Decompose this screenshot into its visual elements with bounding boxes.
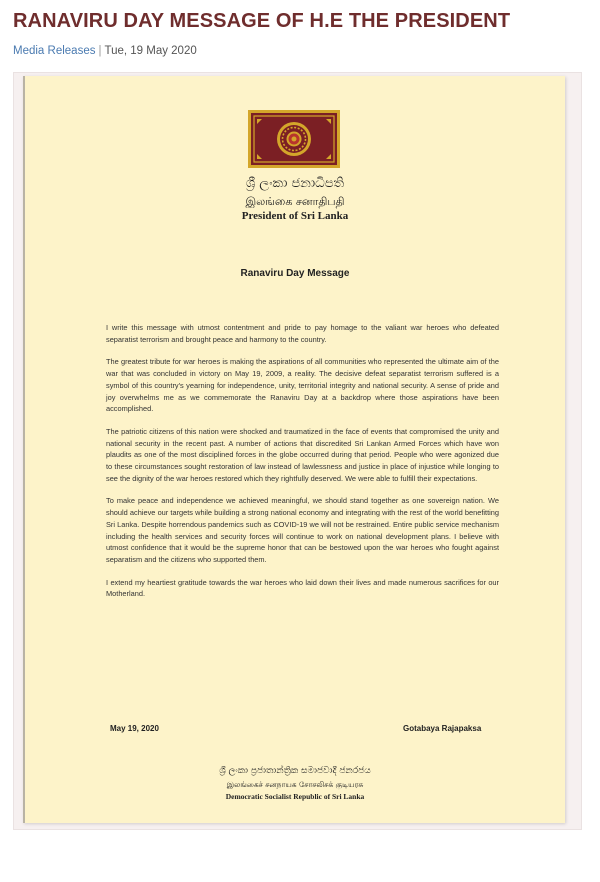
- letter-paper: [23, 76, 565, 823]
- office-name-english: President of Sri Lanka: [241, 210, 349, 222]
- letter-date: May 19, 2020: [110, 724, 159, 733]
- message-paragraph: I extend my heartiest gratitude towards the war heroes who laid down their lives and made numerous sacrifices for our Motherland.: [106, 577, 499, 599]
- message-paragraph: I write this message with utmost contentment and pride to pay homage to the valiant war heroes who defeated separatist terrorism and brought peace and harmony to the country.: [106, 323, 499, 344]
- presidential-flag-emblem-icon: [248, 110, 340, 168]
- message-heading: Ranaviru Day Message: [240, 268, 350, 279]
- category-link[interactable]: Media Releases: [13, 45, 96, 57]
- footer-sinhala: ශ්‍රී ලංකා ප්‍රජාතාන්ත්‍රික සමාජවාදී ජනරජය: [219, 766, 371, 776]
- office-name-tamil: இலங்கை சனாதிபதி: [245, 195, 345, 208]
- page-title: RANAVIRU DAY MESSAGE OF H.E THE PRESIDENT: [13, 10, 511, 32]
- footer-english: Democratic Socialist Republic of Sri Lanka: [225, 792, 365, 801]
- message-paragraph: To make peace and independence we achieved meaningful, we should stand together as one sovereign nation. We should achieve our targets while building a strong national economy and integrating with the rest of the world benefitting Sri Lanka. Despite horrendous pandemics such as COVID-19 we will not be restrained. Entire public service mechanism including the health services and security forces will continue to work on national development plans. I believe with utmost confidence that it would be the supreme honor that can be bestowed upon the war heroes who fought against separatism and the citizens who supported them.: [106, 496, 499, 564]
- letter-image-frame: [13, 72, 582, 830]
- message-body: [106, 322, 499, 611]
- meta-separator: |: [98, 45, 102, 57]
- office-name-sinhala: ශ්‍රී ලංකා ජනාධිපති: [245, 176, 345, 191]
- signatory-name: Gotabaya Rajapaksa: [403, 724, 482, 733]
- post-date: Tue, 19 May 2020: [104, 45, 197, 57]
- message-paragraph: The greatest tribute for war heroes is making the aspirations of all communities who represented the ultimate aim of the war that was concluded in victory on May 19, 2009, a reality. The decisive defeat separatist terrorism suffered is a symbol of this country's yearning for independence, unity, territorial integrity and national security. A sense of pride and joy overwhelms me as we commemorate the Ranaviru Day at a backdrop where those aspirations have been accomplished.: [106, 357, 499, 414]
- message-paragraph: The patriotic citizens of this nation were shocked and traumatized in the face of events that compromised the unity and national security in the recent past. A number of actions that discredited Sri Lankan Armed Forces which have won plaudits as one of the most disciplined forces in the globe occurred during that period. People who were agonized due to these circumstances sought restoration of law instead of lawlessness and justice in place of injustice while longing to see the dignity of the war heroes restored which they rightfully deserved. We were able to fulfill their expectations.: [106, 426, 499, 483]
- post-meta: [13, 45, 197, 57]
- footer-tamil: இலங்கைச் சனநாயக சோசலிசக் குடியரசு: [226, 780, 364, 789]
